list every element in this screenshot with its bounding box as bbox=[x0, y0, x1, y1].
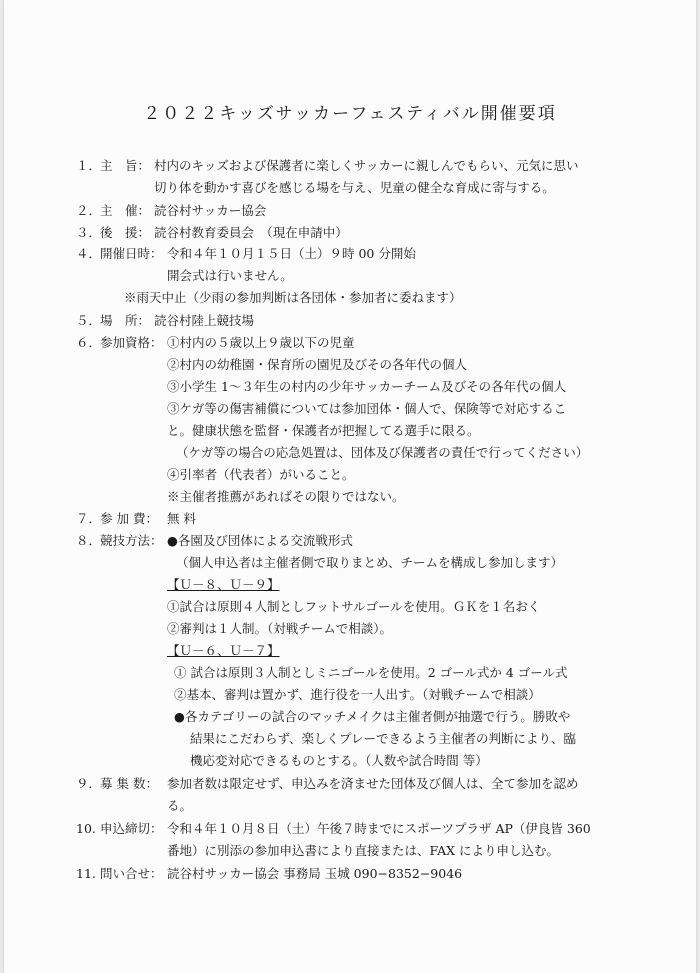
date-text: 令和４年１０月１５日（土）９時 00 分開始 bbox=[167, 246, 416, 261]
item-number: １． bbox=[76, 158, 102, 173]
item-number: ８． bbox=[76, 533, 102, 548]
item-label: 問い合せ： bbox=[100, 866, 163, 881]
item-label: 申込締切： bbox=[100, 821, 163, 836]
method-text: 結果にこだわらず、楽しくプレーできるよう主催者の判断により、臨 bbox=[190, 731, 577, 746]
contact-text: 読谷村サッカー協会 事務局 玉城 090−8352−9046 bbox=[167, 866, 463, 881]
item-label: 主 催： bbox=[100, 203, 151, 218]
item-number: ７． bbox=[76, 511, 102, 526]
eligibility-text: （ケガ等の場合の応急処置は、団体及び保護者の責任で行ってください） bbox=[176, 445, 589, 460]
eligibility-text: と。健康状態を監督・保護者が把握してる選手に限る。 bbox=[167, 423, 480, 438]
item-label: 場 所： bbox=[100, 313, 151, 328]
method-text: ●各園及び団体による交流戦形式 bbox=[167, 533, 353, 548]
method-text: 機応変対応できるものとする。（人数や試合時間 等） bbox=[190, 753, 488, 768]
method-text: （個人申込者は主催者側で取りまとめ、チームを構成し参加します） bbox=[176, 555, 564, 570]
method-text: ① 試合は原則３人制としミニゴールを使用。2 ゴール式か 4 ゴール式 bbox=[174, 665, 568, 680]
date-note: 開会式は行いません。 bbox=[167, 268, 293, 283]
eligibility-text: ③小学生 1～３年生の村内の少年サッカーチーム及びその各年代の個人 bbox=[167, 379, 567, 394]
eligibility-text: ②村内の幼稚園・保育所の園児及びその各年代の個人 bbox=[167, 357, 468, 372]
method-text: ②基本、審判は置かず、進行役を一人出す。（対戦チームで相談） bbox=[174, 687, 541, 702]
method-text: ②審判は１人制。（対戦チームで相談）。 bbox=[167, 621, 393, 636]
fee-text: 無 料 bbox=[167, 511, 196, 526]
item-number: ５． bbox=[76, 313, 102, 328]
eligibility-text: ※主催者推薦があればその限りではない。 bbox=[167, 489, 405, 504]
capacity-text: 参加者数は限定せず、申込みを済ませた団体及び個人は、全て参加を認め bbox=[167, 776, 579, 791]
deadline-text: 令和４年１０月８日（土）午後７時までにスポーツプラザ AP（伊良皆 360 bbox=[167, 821, 591, 836]
item-number: ４． bbox=[76, 246, 102, 261]
rain-note: ※雨天中止（少雨の参加判断は各団体・参加者に委ねます） bbox=[124, 290, 462, 305]
item-number: 10. bbox=[76, 821, 96, 836]
item-number: ６． bbox=[76, 335, 102, 350]
eligibility-text: ①村内の５歳以上９歳以下の児童 bbox=[167, 335, 355, 350]
item-number: 11. bbox=[76, 866, 96, 881]
eligibility-text: ③ケガ等の傷害補償については参加団体・個人で、保険等で対応するこ bbox=[167, 401, 567, 416]
eligibility-text: ④引率者（代表者）がいること。 bbox=[167, 467, 355, 482]
capacity-text: る。 bbox=[167, 798, 193, 813]
item-number: ２． bbox=[76, 203, 102, 218]
item-label: 参 加 費： bbox=[100, 511, 158, 526]
organizer-text: 読谷村サッカー協会 bbox=[154, 203, 267, 218]
item-label: 主 旨： bbox=[100, 158, 151, 173]
item-label: 競技方法： bbox=[100, 533, 163, 548]
category-heading: 【Ｕ－６、Ｕ－７】 bbox=[167, 643, 280, 658]
item-label: 後 援： bbox=[100, 225, 151, 240]
item-number: ９． bbox=[76, 776, 102, 791]
purpose-text: 村内のキッズおよび保護者に楽しくサッカーに親しんでもらい、元気に思い bbox=[154, 158, 579, 173]
sponsor-text: 読谷村教育委員会 （現在申請中） bbox=[154, 225, 348, 240]
document-page bbox=[4, 0, 696, 973]
item-label: 募 集 数： bbox=[100, 776, 158, 791]
document-title: ２０２２キッズサッカーフェスティバル開催要項 bbox=[143, 104, 557, 124]
category-heading: 【Ｕ－８、Ｕ－９】 bbox=[167, 577, 280, 592]
method-text: ●各カテゴリーの試合のマッチメイクは主催者側が抽選で行う。勝敗や bbox=[174, 709, 571, 724]
method-text: ①試合は原則４人制としフットサルゴールを使用。ＧＫを１名おく bbox=[167, 599, 541, 614]
item-label: 参加資格： bbox=[100, 335, 163, 350]
purpose-text: 切り体を動かす喜びを感じる場を与え、児童の健全な育成に寄与する。 bbox=[154, 180, 555, 195]
item-label: 開催日時： bbox=[100, 246, 163, 261]
venue-text: 読谷村陸上競技場 bbox=[154, 313, 255, 328]
item-number: ３． bbox=[76, 225, 102, 240]
deadline-text: 番地）に別添の参加申込書により直接または、FAX により申し込む。 bbox=[167, 843, 559, 858]
